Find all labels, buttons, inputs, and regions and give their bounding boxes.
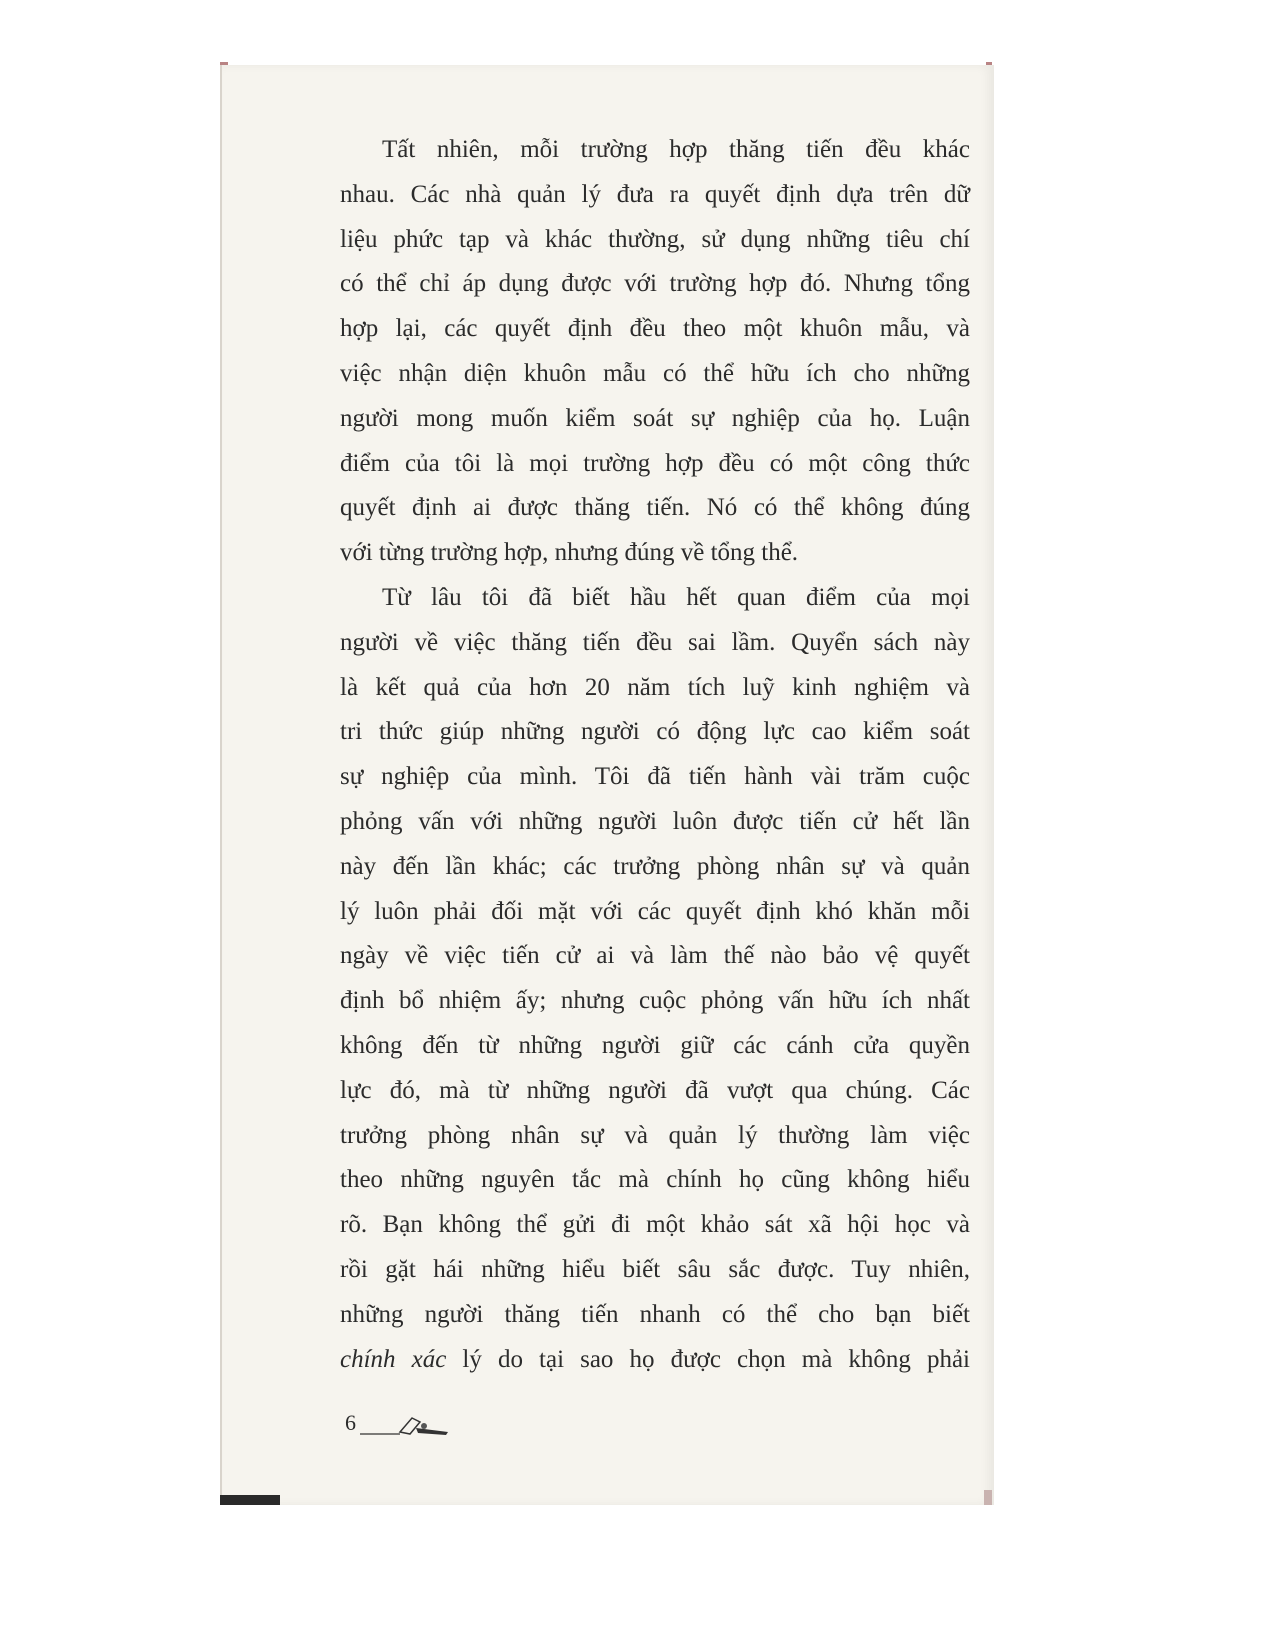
text-line: lý luôn phải đối mặt với các quyết định khó khăn mỗi <box>340 897 970 925</box>
page-footer <box>345 1410 450 1436</box>
page-number: 6 <box>345 1410 356 1435</box>
text-line: hợp lại, các quyết định đều theo một khuôn mẫu, và <box>340 315 970 343</box>
text-line: việc nhận diện khuôn mẫu có thể hữu ích cho những <box>340 359 970 387</box>
text-line: rồi gặt hái những hiểu biết sâu sắc được. Tuy nhiên, <box>340 1255 970 1283</box>
text-line: trưởng phòng nhân sự và quản lý thường làm việc <box>340 1121 970 1149</box>
text-line: sự nghiệp của mình. Tôi đã tiến hành vài trăm cuộc <box>340 763 970 791</box>
text-line: không đến từ những người giữ các cánh cửa quyền <box>340 1031 970 1059</box>
text-line: điểm của tôi là mọi trường hợp đều có một công thức <box>340 449 970 477</box>
text-line: những người thăng tiến nhanh có thể cho bạn biết <box>340 1300 970 1328</box>
text-line: này đến lần khác; các trưởng phòng nhân sự và quản <box>340 852 970 880</box>
text-line: có thể chỉ áp dụng được với trường hợp đó. Nhưng tổng <box>340 270 970 298</box>
text-line: quyết định ai được thăng tiến. Nó có thể không đúng <box>340 494 970 522</box>
text-line: liệu phức tạp và khác thường, sử dụng những tiêu chí <box>340 225 970 253</box>
page-edge <box>220 1495 280 1505</box>
text-line: lực đó, mà từ những người đã vượt qua chúng. Các <box>340 1076 970 1104</box>
text-line: định bổ nhiệm ấy; nhưng cuộc phỏng vấn hữu ích nhất <box>340 987 970 1015</box>
text-line: người về việc thăng tiến đều sai lầm. Quyển sách này <box>340 628 970 656</box>
text-line: phỏng vấn với những người luôn được tiến cử hết lần <box>340 807 970 835</box>
pen-icon <box>360 1410 450 1436</box>
text-line: Từ lâu tôi đã biết hầu hết quan điểm của mọi <box>382 583 970 611</box>
text-line: với từng trường hợp, nhưng đúng về tổng thể. <box>340 539 799 567</box>
emphasis-text: chính xác <box>340 1345 447 1373</box>
text-line: rõ. Bạn không thể gửi đi một khảo sát xã hội học và <box>340 1211 970 1239</box>
text-line: nhau. Các nhà quản lý đưa ra quyết định dựa trên dữ <box>340 180 970 208</box>
text-line <box>340 1338 970 1383</box>
text-line: tri thức giúp những người có động lực cao kiểm soát <box>340 718 970 746</box>
text-line: ngày về việc tiến cử ai và làm thế nào bảo vệ quyết <box>340 942 970 970</box>
text-line: theo những nguyên tắc mà chính họ cũng không hiểu <box>340 1166 970 1194</box>
body-text <box>340 128 970 1382</box>
text-span: lý do tại sao họ được chọn mà không phải <box>446 1345 970 1373</box>
text-line: người mong muốn kiểm soát sự nghiệp của họ. Luận <box>340 404 970 432</box>
text-line: Tất nhiên, mỗi trường hợp thăng tiến đều khác <box>382 136 970 163</box>
page-edge <box>984 1490 992 1505</box>
text-line: là kết quả của hơn 20 năm tích luỹ kinh nghiệm và <box>340 673 970 701</box>
